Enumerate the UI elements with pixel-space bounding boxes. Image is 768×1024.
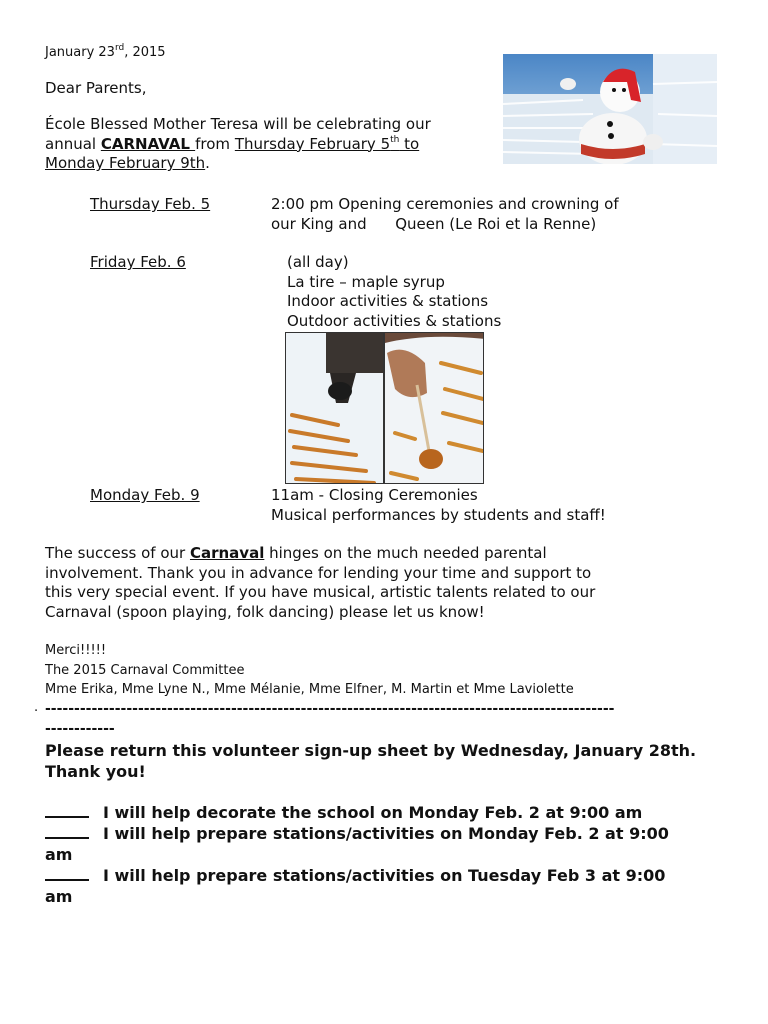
schedule-monday-label: Monday Feb. 9 [90,486,200,504]
schedule-friday-label: Friday Feb. 6 [90,253,186,271]
signup-blank[interactable] [45,865,89,881]
return-notice: Please return this volunteer sign-up sheet by Wednesday, January 28th. Thank you! [45,741,697,781]
closing-block: Merci!!!!! The 2015 Carnaval Committee Mme Erika, Mme Lyne N., Mme Mélanie, Mme Elfner, M. Martin et Mme Laviolette [45,643,574,697]
bonhomme-carnaval-image [503,54,717,164]
schedule-monday-desc: 11am - Closing Ceremonies Musical performances by students and staff! [271,486,606,524]
schedule-thursday-label: Thursday Feb. 5 [90,195,211,213]
letter-date: January 23rd, 2015 [45,42,166,60]
signup-option-decorate[interactable]: I will help decorate the school on Monday Feb. 2 at 9:00 am [45,802,745,823]
signup-blank[interactable] [45,802,89,818]
cut-line: -------------------------------------------------------------------------------------------------- ------------ [45,701,615,737]
greeting: Dear Parents, [45,79,147,97]
maple-taffy-photo-left [285,332,384,484]
intro-paragraph: École Blessed Mother Teresa will be celebrating our annual CARNAVAL from Thursday February 5th to Monday February 9th. [45,115,431,172]
schedule-thursday-desc: 2:00 pm Opening ceremonies and crowning of our King and Queen (Le Roi et la Renne) [271,195,619,233]
signup-option-monday-stations[interactable]: I will help prepare stations/activities on Monday Feb. 2 at 9:00 [45,823,745,844]
success-paragraph: The success of our Carnaval hinges on the much needed parental involvement. Thank you in advance for lending your time and support to this very special event. If you have musical, artistic talents related to our Carnaval (spoon playing, folk dancing) please let us know! [45,544,596,621]
signup-option-tuesday-stations[interactable]: I will help prepare stations/activities on Tuesday Feb 3 at 9:00 [45,865,745,886]
maple-taffy-photo-right [384,332,484,484]
divider-dot: · [34,704,39,719]
signup-options [45,802,745,907]
signup-option-monday-stations-cont: am [45,845,73,864]
schedule-friday-desc: (all day) La tire – maple syrup Indoor activities & stations Outdoor activities & stations [287,253,502,330]
signup-option-tuesday-stations-cont: am [45,887,73,906]
signup-blank[interactable] [45,823,89,839]
